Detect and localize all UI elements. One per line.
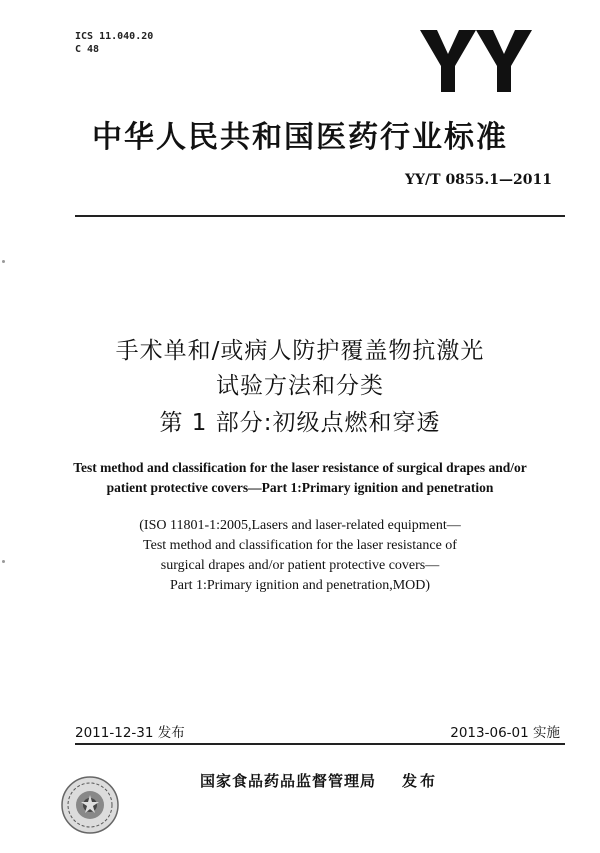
issuer-seal-icon	[60, 775, 120, 835]
issuer-action: 发布	[402, 772, 439, 790]
iso-ref-line-1: (ISO 11801-1:2005,Lasers and laser-related equipment—	[139, 518, 461, 533]
yy-standard-logo	[420, 30, 532, 94]
yy-logo-glyphs	[420, 30, 532, 94]
iso-ref-line-3: surgical drapes and/or patient protective covers—	[160, 558, 440, 573]
iso-ref-line-4: Part 1:Primary ignition and penetration,MOD)	[169, 578, 431, 593]
scan-artifact	[2, 560, 5, 563]
classification-codes	[75, 30, 153, 56]
issuer-name: 国家食品药品监督管理局	[200, 772, 377, 790]
iso-ref-line-2: Test method and classification for the laser resistance of	[143, 538, 457, 553]
cn-title-line-3: 第 1 部分:初级点燃和穿透	[159, 410, 441, 436]
ccs-code: C 48	[75, 44, 100, 55]
ministry-title: 中华人民共和国医药行业标准	[92, 120, 508, 155]
standard-number: YY/T 0855.1—2011	[405, 172, 552, 188]
en-title-line-2: patient protective covers—Part 1:Primary ignition and penetration	[106, 480, 494, 495]
cn-title-line-2: 试验方法和分类	[216, 373, 384, 399]
implementation-date: 2013-06-01 实施	[450, 725, 560, 741]
ics-code: ICS 11.040.20	[75, 31, 154, 42]
scan-artifact	[2, 260, 5, 263]
header-divider	[75, 215, 565, 217]
cn-title-line-1: 手术单和/或病人防护覆盖物抗激光	[115, 338, 485, 364]
iso-reference	[70, 516, 530, 596]
en-title	[40, 458, 560, 498]
en-title-line-1: Test method and classification for the laser resistance of surgical drapes and/or	[73, 460, 527, 475]
issue-date: 2011-12-31 发布	[75, 725, 185, 741]
footer-divider	[75, 743, 565, 745]
